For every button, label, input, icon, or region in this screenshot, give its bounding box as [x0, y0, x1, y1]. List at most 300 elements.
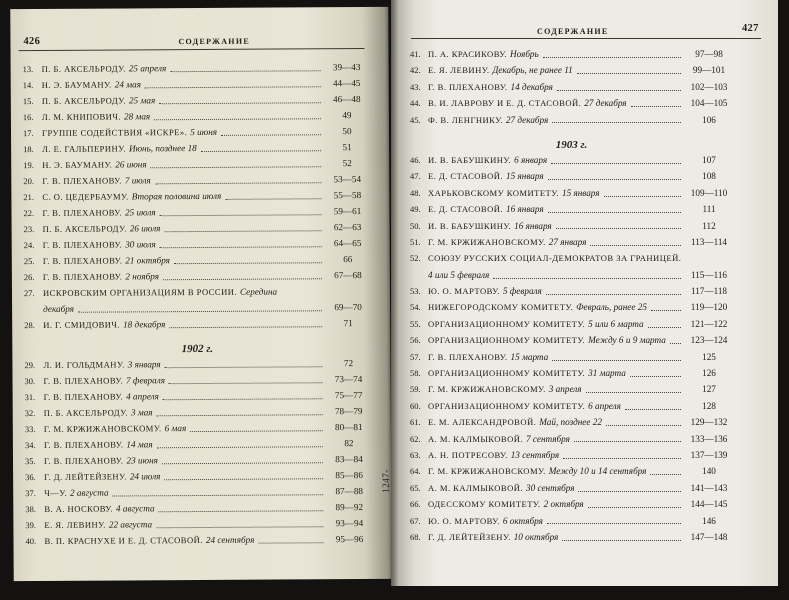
toc-entry-line	[410, 234, 733, 250]
entry-number: 27.	[23, 288, 35, 299]
toc-entry	[410, 316, 733, 332]
entry-number: 62.	[410, 433, 421, 444]
entry-number: 53.	[410, 286, 421, 297]
right-page	[391, 0, 778, 586]
toc-entry-line	[410, 62, 733, 78]
toc-entry-line	[410, 267, 733, 283]
dot-leader	[221, 134, 321, 136]
entry-date: 3 апреля	[548, 384, 582, 395]
entry-date: 18 декабря	[123, 319, 166, 330]
toc-entry	[410, 46, 733, 62]
dot-leader	[170, 70, 320, 72]
entry-addressee: П. Б. АКСЕЛЬРОДУ.	[41, 63, 126, 74]
entry-pages: 95—96	[335, 534, 364, 545]
entry-addressee: Г. В. ПЛЕХАНОВУ.	[43, 375, 124, 386]
entry-pages: 108	[702, 171, 716, 182]
entry-date: 3 января	[127, 359, 161, 370]
entry-date: 5 или 6 марта	[588, 318, 644, 329]
toc-entry	[410, 414, 733, 430]
dot-leader	[606, 425, 681, 426]
entry-date: 15 января	[506, 171, 544, 182]
entry-addressee: П. Б. АКСЕЛЬРОДУ.	[43, 407, 128, 418]
dot-leader	[604, 196, 681, 197]
dot-leader	[156, 526, 323, 528]
gutter-print-mark: 1247-	[380, 469, 391, 493]
entry-date-continued: декабря	[43, 303, 74, 314]
entry-pages: 80—81	[335, 422, 363, 433]
dot-leader	[159, 510, 324, 512]
entry-date: 25 мая	[128, 95, 156, 106]
entry-pages: 71	[343, 318, 353, 329]
toc-entry	[410, 62, 733, 78]
dot-leader	[163, 278, 322, 280]
dot-leader	[163, 398, 323, 400]
entry-number: 17.	[22, 128, 34, 139]
dot-leader	[631, 106, 681, 107]
entry-pages: 115—116	[690, 269, 728, 280]
dot-leader	[551, 163, 681, 164]
entry-pages: 128	[702, 400, 716, 411]
toc-entry	[410, 283, 733, 299]
entry-pages: 51	[342, 142, 352, 153]
toc-entry	[410, 381, 733, 397]
toc-entry-line	[410, 332, 733, 348]
entry-number: 19.	[23, 160, 34, 171]
entry-date: 24 мая	[114, 79, 141, 90]
entry-pages: 119—120	[690, 302, 728, 313]
entry-pages: 127	[702, 384, 716, 395]
toc-entry-line	[410, 431, 733, 447]
entry-pages: 99—101	[692, 65, 726, 76]
entry-pages: 78—79	[334, 406, 363, 417]
entry-number: 32.	[24, 408, 36, 419]
entry-date: 30 июля	[125, 239, 156, 250]
entry-date: 15 марта	[510, 351, 549, 362]
entry-addressee: Е. Я. ЛЕВИНУ.	[428, 65, 490, 76]
running-head: СОДЕРЖАНИЕ	[178, 36, 250, 47]
entry-number: 28.	[24, 320, 35, 331]
dot-leader	[78, 310, 322, 312]
entry-pages: 93—94	[335, 518, 364, 529]
entry-number: 13.	[22, 64, 34, 75]
entry-number: 42.	[410, 65, 421, 76]
dot-leader	[650, 474, 681, 475]
entry-date: 6 апреля	[588, 400, 621, 411]
toc-entry-line	[410, 381, 733, 397]
entry-pages: 82	[344, 438, 354, 449]
dot-leader	[151, 166, 322, 168]
entry-pages: 121—122	[690, 318, 728, 329]
entry-addressee: ХАРЬКОВСКОМУ КОМИТЕТУ.	[428, 187, 559, 198]
entry-date: 14 декабря	[510, 81, 553, 92]
entry-pages: 67—68	[334, 270, 362, 281]
dot-leader	[169, 382, 323, 384]
year-heading: 1903 г.	[555, 138, 588, 151]
entry-date: Вторая половина июля	[131, 190, 222, 202]
toc-entry-line	[410, 185, 733, 201]
toc-entry-line	[410, 316, 733, 332]
entry-number: 20.	[23, 176, 34, 187]
entry-pages: 125	[702, 351, 716, 362]
entry-pages: 52	[342, 158, 352, 169]
entry-number: 30.	[24, 376, 36, 387]
toc-entry	[410, 513, 733, 529]
entry-addressee: Ю. О. МАРТОВУ.	[428, 515, 500, 526]
entry-number: 41.	[410, 49, 421, 59]
entry-date: 21 октября	[125, 255, 170, 266]
toc-entry	[410, 250, 733, 283]
entry-addressee: Г. В. ПЛЕХАНОВУ.	[43, 391, 124, 402]
entry-pages: 53—54	[333, 174, 362, 185]
dot-leader	[174, 262, 322, 264]
entry-date: 2 августа	[69, 487, 109, 498]
dot-leader	[162, 462, 323, 464]
dot-leader	[578, 491, 681, 492]
table-of-contents-list	[410, 46, 733, 545]
toc-entry	[410, 152, 733, 168]
entry-addressee: Ч—У.	[44, 487, 68, 498]
entry-date: 25 июля	[124, 207, 156, 218]
dot-leader	[556, 228, 681, 229]
toc-entry	[410, 168, 733, 184]
entry-number: 67.	[410, 515, 421, 526]
toc-entry-line	[410, 349, 733, 365]
toc-entry	[410, 112, 733, 128]
entry-pages: 59—61	[333, 206, 362, 217]
entry-addressee: И. В. БАБУШКИНУ.	[428, 154, 512, 165]
dot-leader	[557, 90, 681, 91]
toc-entry	[410, 431, 733, 447]
entry-date: 28 мая	[123, 111, 151, 122]
entry-date: 2 октября	[543, 499, 584, 510]
toc-entry-line	[410, 46, 733, 62]
toc-entry	[410, 79, 733, 95]
toc-entry-line	[410, 414, 733, 430]
toc-entry-line	[410, 463, 733, 479]
entry-date: 7 июля	[124, 175, 151, 186]
entry-number: 23.	[23, 224, 35, 235]
dot-leader	[552, 360, 681, 361]
entry-addressee: ОРГАНИЗАЦИОННОМУ КОМИТЕТУ.	[428, 400, 586, 411]
entry-date: 6 октября	[502, 515, 543, 526]
entry-addressee: ИСКРОВСКИМ ОРГАНИЗАЦИЯМ В РОССИИ.	[42, 286, 238, 298]
entry-pages: 111	[702, 204, 716, 215]
toc-entry-line	[410, 95, 733, 111]
entry-addressee: Е. Я. ЛЕВИНУ.	[44, 519, 106, 530]
entry-number: 29.	[24, 360, 36, 371]
entry-pages: 44—45	[332, 78, 361, 89]
entry-pages: 102—103	[690, 81, 728, 92]
dot-leader	[552, 122, 681, 123]
entry-number: 37.	[25, 488, 36, 499]
entry-number: 25.	[23, 256, 35, 267]
dot-leader	[625, 409, 681, 410]
dot-leader	[548, 179, 681, 180]
entry-addressee: Е. Д. СТАСОВОЙ.	[428, 204, 504, 215]
toc-entry-line	[410, 201, 733, 217]
entry-number: 58.	[410, 368, 421, 379]
entry-date: 6 января	[514, 154, 548, 165]
entry-pages: 117—118	[690, 286, 728, 297]
entry-number: 14.	[22, 80, 34, 91]
entry-addressee: Н. Э. БАУМАНУ.	[41, 79, 112, 90]
entry-number: 64.	[410, 466, 421, 477]
entry-date: 27 декабря	[505, 114, 549, 125]
entry-number: 57.	[410, 351, 421, 362]
entry-addressee: ОДЕССКОМУ КОМИТЕТУ.	[428, 499, 541, 510]
entry-addressee: ГРУППЕ СОДЕЙСТВИЯ «ИСКРЕ».	[41, 127, 188, 138]
entry-pages: 141—143	[690, 482, 728, 493]
toc-entry-line	[410, 496, 733, 512]
entry-number: 51.	[410, 236, 421, 247]
dot-leader	[648, 327, 681, 328]
entry-number: 46.	[410, 154, 421, 165]
toc-entry-line	[410, 283, 733, 299]
entry-pages: 123—124	[690, 335, 728, 346]
entry-date: 5 июня	[190, 126, 218, 138]
entry-number: 52.	[410, 253, 421, 264]
entry-addressee: Г. Д. ЛЕЙТЕЙЗЕНУ.	[428, 531, 511, 542]
running-head: СОДЕРЖАНИЕ	[537, 27, 609, 36]
entry-number: 45.	[410, 114, 421, 125]
entry-addressee: Г. В. ПЛЕХАНОВУ.	[42, 239, 123, 250]
toc-entry	[410, 365, 733, 381]
entry-pages: 126	[702, 368, 716, 379]
entry-addressee: Г. М. КРЖИЖАНОВСКОМУ.	[428, 236, 546, 247]
entry-addressee: Г. В. ПЛЕХАНОВУ.	[428, 351, 508, 362]
page-number: 426	[23, 35, 41, 48]
entry-number: 66.	[410, 499, 421, 510]
entry-date: 23 июня	[126, 455, 158, 466]
entry-number: 61.	[410, 417, 421, 428]
toc-entry	[410, 480, 733, 496]
entry-addressee: Л. Е. ГАЛЬПЕРИНУ.	[42, 143, 126, 154]
entry-pages: 144—145	[690, 499, 728, 510]
entry-pages: 69—70	[334, 302, 362, 313]
entry-number: 21.	[23, 192, 35, 203]
dot-leader	[164, 230, 321, 232]
dot-leader	[258, 542, 323, 543]
entry-date: 16 января	[514, 220, 552, 231]
toc-entry	[410, 234, 733, 250]
toc-entry-line	[410, 529, 733, 545]
toc-entry-line	[410, 250, 733, 266]
entry-number: 15.	[22, 96, 34, 107]
entry-addressee: П. Б. АКСЕЛЬРОДУ.	[42, 223, 127, 234]
dot-leader	[157, 446, 323, 448]
dot-leader	[493, 278, 681, 279]
toc-entry-line	[25, 531, 371, 549]
entry-addressee: Л. И. ГОЛЬДМАНУ.	[43, 359, 125, 370]
entry-date: 24 июля	[129, 471, 161, 482]
entry-addressee: Е. М. АЛЕКСАНДРОВОЙ.	[428, 417, 537, 428]
toc-entry-line	[410, 152, 733, 168]
entry-number: 63.	[410, 449, 421, 460]
entry-number: 56.	[410, 335, 421, 346]
entry-number: 16.	[22, 112, 34, 123]
entry-date: 25 апреля	[128, 63, 167, 74]
entry-addressee: В. П. КРАСНУХЕ И Е. Д. СТАСОВОЙ.	[44, 534, 203, 546]
dot-leader	[630, 376, 681, 377]
entry-pages: 112	[702, 220, 716, 231]
toc-entry	[410, 349, 733, 365]
entry-addressee: Г. В. ПЛЕХАНОВУ.	[43, 439, 124, 450]
entry-addressee: Г. В. ПЛЕХАНОВУ.	[42, 207, 123, 218]
entry-date: 16 января	[506, 204, 544, 215]
page-number: 427	[742, 23, 759, 34]
toc-entry-line	[410, 447, 733, 463]
year-heading: 1902 г.	[181, 342, 214, 356]
entry-date: 27 декабря	[584, 98, 627, 109]
entry-addressee: Г. В. ПЛЕХАНОВУ.	[42, 271, 123, 282]
entry-pages: 75—77	[334, 390, 363, 401]
entry-date: 24 сентября	[205, 534, 255, 545]
entry-date-continued: 4 или 5 февраля	[428, 269, 490, 280]
entry-number: 18.	[23, 144, 34, 155]
entry-pages: 146	[702, 515, 716, 526]
entry-addressee: В. А. НОСКОВУ.	[44, 503, 114, 514]
dot-leader	[164, 478, 323, 480]
entry-addressee: СОЮЗУ РУССКИХ СОЦИАЛ-ДЕМОКРАТОВ ЗА ГРАНИЦЕЙ.	[428, 253, 682, 264]
entry-date: 10 октября	[513, 531, 559, 542]
entry-number: 48.	[410, 187, 421, 198]
entry-addressee: Ю. О. МАРТОВУ.	[428, 286, 500, 297]
entry-pages: 55—58	[333, 190, 362, 201]
entry-number: 44.	[410, 98, 421, 109]
dot-leader	[577, 73, 681, 74]
entry-date: 7 февраля	[125, 375, 166, 386]
entry-addressee: Г. М. КРЖИЖАНОВСКОМУ.	[428, 466, 546, 477]
dot-leader	[590, 245, 681, 246]
toc-entry	[410, 185, 733, 201]
entry-addressee: А. М. КАЛМЫКОВОЙ.	[428, 482, 524, 493]
entry-date: 13 сентября	[510, 449, 560, 460]
entry-number: 38.	[25, 504, 36, 515]
entry-date: 3 мая	[130, 407, 153, 418]
dot-leader	[574, 441, 681, 442]
toc-entry-line	[410, 79, 733, 95]
entry-date: 5 февраля	[502, 286, 542, 297]
dot-leader	[154, 118, 321, 120]
entry-pages: 83—84	[335, 454, 363, 465]
entry-pages: 109—110	[690, 187, 728, 198]
entry-number: 36.	[25, 472, 36, 483]
entry-addressee: ОРГАНИЗАЦИОННОМУ КОМИТЕТУ.	[428, 335, 586, 346]
entry-addressee: А. М. КАЛМЫКОВОЙ.	[428, 433, 524, 444]
entry-addressee: НИЖЕГОРОДСКОМУ КОМИТЕТУ.	[428, 302, 574, 313]
toc-entry	[410, 447, 733, 463]
toc-entry	[410, 496, 733, 512]
dot-leader	[586, 392, 681, 393]
entry-date: 7 сентября	[526, 433, 570, 444]
entry-pages: 49	[342, 110, 352, 121]
entry-addressee: А. Н. ПОТРЕСОВУ.	[428, 449, 508, 460]
toc-entry-line	[410, 299, 733, 315]
entry-pages: 73—74	[334, 374, 363, 385]
dot-leader	[169, 326, 322, 328]
dot-leader	[190, 430, 323, 432]
dot-leader	[201, 150, 321, 152]
entry-date: 26 июня	[115, 159, 147, 170]
entry-date: Середина	[239, 286, 278, 297]
entry-date: 4 апреля	[126, 391, 159, 402]
entry-addressee: Ф. В. ЛЕНГНИКУ.	[428, 114, 503, 125]
entry-pages: 62—63	[333, 222, 362, 233]
entry-pages: 89—92	[335, 502, 364, 513]
entry-date: 30 сентября	[526, 482, 575, 493]
dot-leader	[546, 294, 681, 295]
toc-entry	[410, 95, 733, 111]
entry-date: 22 августа	[108, 519, 153, 530]
toc-entry	[410, 201, 733, 217]
toc-entry-line	[410, 398, 733, 414]
entry-number: 22.	[23, 208, 35, 219]
entry-addressee: П. Б. АКСЕЛЬРОДУ.	[41, 95, 127, 106]
entry-number: 39.	[25, 520, 37, 531]
entry-pages: 72	[343, 358, 354, 369]
toc-entry	[25, 531, 371, 549]
entry-addressee: И. В. БАБУШКИНУ.	[428, 220, 512, 231]
entry-date: 26 июля	[129, 223, 161, 234]
entry-date: Июнь, позднее 18	[128, 143, 197, 154]
entry-pages: 50	[342, 126, 352, 137]
entry-addressee: П. А. КРАСИКОВУ.	[428, 49, 507, 59]
entry-number: 43.	[410, 81, 421, 92]
entry-pages: 46—48	[333, 94, 361, 105]
entry-date: Между 10 и 14 сентября	[548, 466, 647, 477]
dot-leader	[160, 246, 322, 248]
toc-entry	[410, 218, 733, 234]
entry-pages: 129—132	[690, 417, 728, 428]
entry-pages: 87—88	[335, 486, 364, 497]
entry-pages: 97—98	[695, 49, 723, 59]
entry-pages: 85—86	[335, 470, 363, 481]
dot-leader	[543, 57, 681, 58]
entry-number: 65.	[410, 482, 421, 493]
entry-addressee: И. Г. СМИДОВИЧ.	[43, 319, 121, 330]
entry-addressee: Н. Э. БАУМАНУ.	[42, 159, 113, 170]
entry-date: Декабрь, не ранее 11	[492, 65, 573, 76]
entry-pages: 140	[702, 466, 716, 477]
entry-number: 33.	[24, 424, 36, 435]
entry-number: 40.	[25, 536, 37, 547]
toc-entry-line	[410, 112, 733, 128]
header-rule	[19, 48, 365, 51]
entry-pages: 147—148	[690, 531, 728, 542]
entry-addressee: Л. М. КНИПОВИЧ.	[41, 111, 121, 122]
toc-entry-line	[410, 513, 733, 529]
dot-leader	[165, 366, 323, 368]
entry-addressee: Г. М. КРЖИЖАНОВСКОМУ.	[428, 384, 546, 395]
entry-number: 26.	[23, 272, 35, 283]
entry-addressee: Г. Д. ЛЕЙТЕЙЗЕНУ.	[44, 471, 127, 482]
entry-addressee: Г. В. ПЛЕХАНОВУ.	[43, 455, 124, 466]
entry-addressee: В. И. ЛАВРОВУ И Е. Д. СТАСОВОЙ.	[428, 98, 582, 109]
toc-entry	[410, 332, 733, 348]
dot-leader	[670, 343, 681, 344]
entry-pages: 104—105	[690, 98, 728, 109]
entry-pages: 137—139	[690, 449, 728, 460]
entry-number: 35.	[24, 456, 36, 467]
dot-leader	[113, 494, 324, 496]
entry-date: 4 августа	[115, 503, 155, 514]
toc-entry-line	[410, 365, 733, 381]
entry-date: 6 мая	[164, 423, 187, 434]
entry-pages: 107	[702, 154, 716, 165]
dot-leader	[548, 212, 681, 213]
entry-date: 14 мая	[126, 439, 153, 450]
entry-pages: 113—114	[690, 236, 728, 247]
